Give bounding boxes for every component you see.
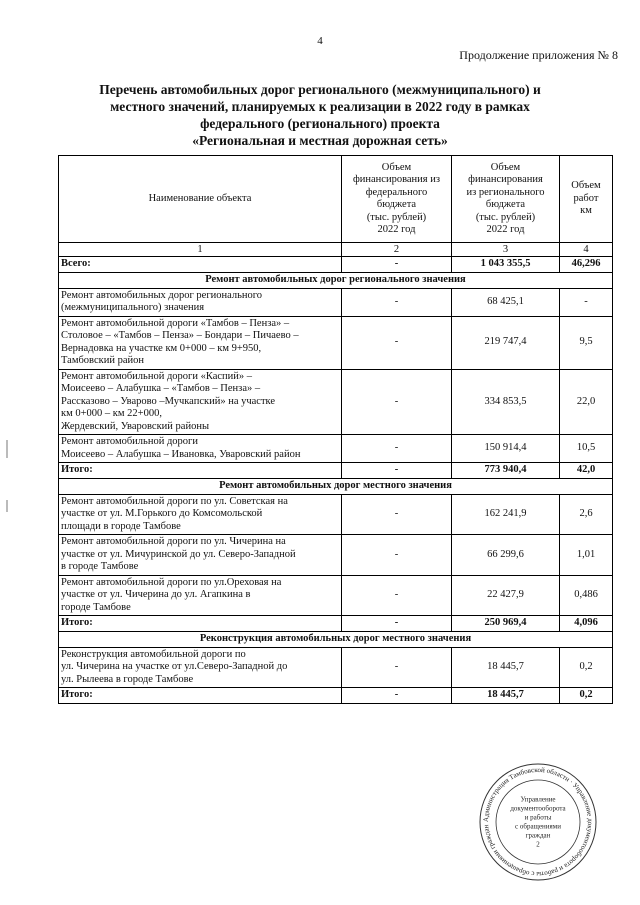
table-row: [59, 435, 613, 463]
section-total-label: Итого:: [59, 616, 342, 632]
stamp-center-line: документооборота: [510, 804, 566, 813]
federal-funding: -: [342, 494, 452, 535]
section-total-regional: 250 969,4: [452, 616, 560, 632]
scan-margin-mark: [6, 440, 8, 458]
column-number: 3: [452, 243, 560, 257]
section-total-row: [59, 688, 613, 704]
stamp-center-line: и работы: [524, 813, 552, 822]
title-line: федерального (регионального) проекта: [200, 116, 440, 131]
stamp-center-line: 2: [536, 840, 540, 849]
work-volume: 22,0: [560, 369, 613, 435]
header-volume: Объем работ км: [560, 156, 613, 243]
table-row: [59, 369, 613, 435]
section-title: Ремонт автомобильных дорог местного значения: [59, 478, 613, 494]
stamp-center-line: граждан: [525, 831, 551, 840]
regional-funding: 162 241,9: [452, 494, 560, 535]
table-row: [59, 288, 613, 316]
header-regional: Объем финансирования из регионального бюджета (тыс. рублей) 2022 год: [452, 156, 560, 243]
work-volume: 2,6: [560, 494, 613, 535]
work-volume: 0,486: [560, 575, 613, 616]
table-header-row: [59, 156, 613, 243]
column-number: 4: [560, 243, 613, 257]
stamp-ring-text: Администрация Тамбовской области · Управление документооборота и работы с обращениями граждан: [481, 765, 595, 879]
federal-funding: -: [342, 316, 452, 369]
grand-total-label: Всего:: [59, 257, 342, 273]
section-total-row: [59, 616, 613, 632]
section-total-federal: -: [342, 616, 452, 632]
regional-funding: 18 445,7: [452, 647, 560, 688]
federal-funding: -: [342, 435, 452, 463]
section-total-volume: 0,2: [560, 688, 613, 704]
federal-funding: -: [342, 288, 452, 316]
federal-funding: -: [342, 575, 452, 616]
title-line: местного значений, планируемых к реализации в 2022 году в рамках: [110, 99, 530, 114]
federal-funding: -: [342, 369, 452, 435]
title-line: Перечень автомобильных дорог регионального (межмуниципального) и: [99, 82, 541, 97]
table-row: [59, 494, 613, 535]
appendix-note: Продолжение приложения № 8: [459, 48, 618, 62]
grand-total-volume: 46,296: [560, 257, 613, 273]
column-number-row: [59, 243, 613, 257]
stamp-center-line: с обращениями: [515, 822, 561, 831]
column-number: 1: [59, 243, 342, 257]
table-row: [59, 647, 613, 688]
grand-total-regional: 1 043 355,5: [452, 257, 560, 273]
regional-funding: 334 853,5: [452, 369, 560, 435]
roads-table-body: [59, 156, 613, 704]
section-total-volume: 42,0: [560, 463, 613, 479]
page-number: 4: [317, 35, 323, 47]
regional-funding: 68 425,1: [452, 288, 560, 316]
section-total-federal: -: [342, 463, 452, 479]
section-title: Ремонт автомобильных дорог регионального значения: [59, 272, 613, 288]
regional-funding: 22 427,9: [452, 575, 560, 616]
section-total-label: Итого:: [59, 463, 342, 479]
title-line: «Региональная и местная дорожная сеть»: [192, 133, 448, 148]
regional-funding: 219 747,4: [452, 316, 560, 369]
regional-funding: 150 914,4: [452, 435, 560, 463]
section-total-label: Итого:: [59, 688, 342, 704]
roads-table: [58, 155, 613, 704]
section-header-row: [59, 272, 613, 288]
object-name: Ремонт автомобильной дороги «Каспий» – Моисеево – Алабушка – «Тамбов – Пенза» – Рассказово – Уварово –Мучкапский» на участке км 0+000 – км 22+000, Жердевский, Уваровский районы: [59, 369, 342, 435]
section-total-row: [59, 463, 613, 479]
section-total-regional: 773 940,4: [452, 463, 560, 479]
work-volume: 0,2: [560, 647, 613, 688]
federal-funding: -: [342, 647, 452, 688]
table-row: [59, 316, 613, 369]
stamp-center-line: Управление: [520, 795, 556, 804]
object-name: Ремонт автомобильной дороги Моисеево – Алабушка – Ивановка, Уваровский район: [59, 435, 342, 463]
header-federal: Объем финансирования из федерального бюджета (тыс. рублей) 2022 год: [342, 156, 452, 243]
regional-funding: 66 299,6: [452, 535, 560, 576]
grand-total-federal: -: [342, 257, 452, 273]
section-total-federal: -: [342, 688, 452, 704]
section-total-volume: 4,096: [560, 616, 613, 632]
section-header-row: [59, 478, 613, 494]
section-total-regional: 18 445,7: [452, 688, 560, 704]
work-volume: 1,01: [560, 535, 613, 576]
object-name: Реконструкция автомобильной дороги по ул. Чичерина на участке от ул.Северо-Западной до ул. Рылеева в городе Тамбове: [59, 647, 342, 688]
scan-margin-mark: [6, 500, 8, 512]
object-name: Ремонт автомобильной дороги по ул. Советская на участке от ул. М.Горького до Комсомольской площади в городе Тамбове: [59, 494, 342, 535]
object-name: Ремонт автомобильной дороги по ул.Ореховая на участке от ул. Чичерина до ул. Агапкина в городе Тамбове: [59, 575, 342, 616]
work-volume: 9,5: [560, 316, 613, 369]
object-name: Ремонт автомобильных дорог регионального (межмуниципального) значения: [59, 288, 342, 316]
document-title: [40, 81, 600, 149]
table-row: [59, 575, 613, 616]
section-title: Реконструкция автомобильных дорог местного значения: [59, 631, 613, 647]
object-name: Ремонт автомобильной дороги «Тамбов – Пенза» – Столовое – «Тамбов – Пенза» – Бондари – Пичаево – Вернадовка на участке км 0+000 – км 9+950, Тамбовский район: [59, 316, 342, 369]
header-name: Наименование объекта: [59, 156, 342, 243]
work-volume: -: [560, 288, 613, 316]
table-row: [59, 535, 613, 576]
object-name: Ремонт автомобильной дороги по ул. Чичерина на участке от ул. Мичуринской до ул. Северо-Западной в городе Тамбове: [59, 535, 342, 576]
official-stamp: [478, 762, 598, 882]
grand-total-row: [59, 257, 613, 273]
column-number: 2: [342, 243, 452, 257]
work-volume: 10,5: [560, 435, 613, 463]
federal-funding: -: [342, 535, 452, 576]
section-header-row: [59, 631, 613, 647]
